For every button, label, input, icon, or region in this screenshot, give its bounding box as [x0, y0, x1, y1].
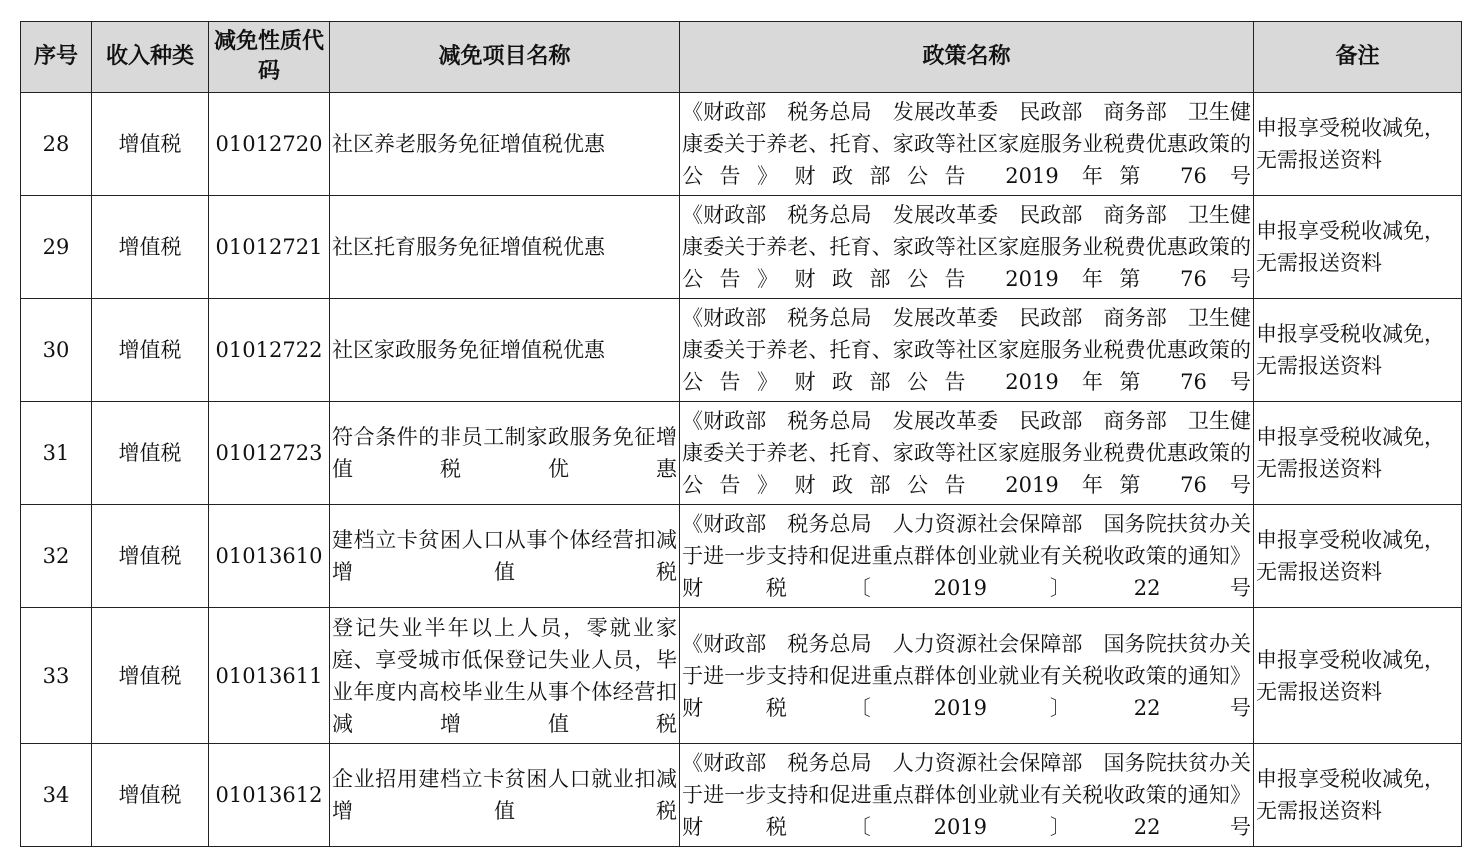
header-index: 序号	[21, 22, 92, 93]
row-exemption-code: 01013612	[209, 744, 330, 847]
row-remark: 申报享受税收减免，无需报送资料	[1254, 299, 1462, 402]
table-row	[21, 402, 1462, 505]
header-exemption-code: 减免性质代码	[209, 22, 330, 93]
table-row	[21, 299, 1462, 402]
row-policy-name: 《财政部 税务总局 人力资源社会保障部 国务院扶贫办关于进一步支持和促进重点群体创业就业有关税收政策的通知》财税〔2019〕22 号	[680, 608, 1254, 744]
header-remark: 备注	[1254, 22, 1462, 93]
row-revenue-type: 增值税	[92, 299, 209, 402]
row-remark: 申报享受税收减免，无需报送资料	[1254, 505, 1462, 608]
header-policy-name: 政策名称	[680, 22, 1254, 93]
row-item-name: 建档立卡贫困人口从事个体经营扣减增值税	[330, 505, 680, 608]
row-item-name: 社区托育服务免征增值税优惠	[330, 196, 680, 299]
table-row	[21, 505, 1462, 608]
row-policy-name: 《财政部 税务总局 人力资源社会保障部 国务院扶贫办关于进一步支持和促进重点群体创业就业有关税收政策的通知》财税〔2019〕22 号	[680, 505, 1254, 608]
row-item-name: 符合条件的非员工制家政服务免征增值税优惠	[330, 402, 680, 505]
row-exemption-code: 01012721	[209, 196, 330, 299]
table-row	[21, 196, 1462, 299]
row-revenue-type: 增值税	[92, 402, 209, 505]
row-exemption-code: 01012722	[209, 299, 330, 402]
row-policy-name: 《财政部 税务总局 发展改革委 民政部 商务部 卫生健康委关于养老、托育、家政等社区家庭服务业税费优惠政策的公告》财政部公告 2019 年第 76 号	[680, 402, 1254, 505]
row-index: 30	[21, 299, 92, 402]
table-row	[21, 608, 1462, 744]
table-header-row	[21, 22, 1462, 93]
table-row	[21, 93, 1462, 196]
row-revenue-type: 增值税	[92, 608, 209, 744]
row-remark: 申报享受税收减免，无需报送资料	[1254, 744, 1462, 847]
document-page	[20, 21, 1462, 847]
row-revenue-type: 增值税	[92, 505, 209, 608]
row-index: 32	[21, 505, 92, 608]
row-policy-name: 《财政部 税务总局 人力资源社会保障部 国务院扶贫办关于进一步支持和促进重点群体创业就业有关税收政策的通知》财税〔2019〕22 号	[680, 744, 1254, 847]
row-policy-name: 《财政部 税务总局 发展改革委 民政部 商务部 卫生健康委关于养老、托育、家政等社区家庭服务业税费优惠政策的公告》财政部公告 2019 年第 76 号	[680, 196, 1254, 299]
table-row	[21, 744, 1462, 847]
row-remark: 申报享受税收减免，无需报送资料	[1254, 196, 1462, 299]
row-index: 33	[21, 608, 92, 744]
tax-exemption-table	[20, 21, 1462, 847]
row-policy-name: 《财政部 税务总局 发展改革委 民政部 商务部 卫生健康委关于养老、托育、家政等社区家庭服务业税费优惠政策的公告》财政部公告 2019 年第 76 号	[680, 93, 1254, 196]
row-remark: 申报享受税收减免，无需报送资料	[1254, 402, 1462, 505]
row-index: 31	[21, 402, 92, 505]
row-item-name: 登记失业半年以上人员，零就业家庭、享受城市低保登记失业人员，毕业年度内高校毕业生从事个体经营扣减增值税	[330, 608, 680, 744]
row-index: 28	[21, 93, 92, 196]
row-exemption-code: 01013611	[209, 608, 330, 744]
row-revenue-type: 增值税	[92, 93, 209, 196]
row-policy-name: 《财政部 税务总局 发展改革委 民政部 商务部 卫生健康委关于养老、托育、家政等社区家庭服务业税费优惠政策的公告》财政部公告 2019 年第 76 号	[680, 299, 1254, 402]
row-index: 29	[21, 196, 92, 299]
row-remark: 申报享受税收减免，无需报送资料	[1254, 93, 1462, 196]
header-revenue-type: 收入种类	[92, 22, 209, 93]
row-exemption-code: 01012723	[209, 402, 330, 505]
header-item-name: 减免项目名称	[330, 22, 680, 93]
row-exemption-code: 01012720	[209, 93, 330, 196]
row-index: 34	[21, 744, 92, 847]
row-item-name: 企业招用建档立卡贫困人口就业扣减增值税	[330, 744, 680, 847]
row-item-name: 社区养老服务免征增值税优惠	[330, 93, 680, 196]
row-remark: 申报享受税收减免，无需报送资料	[1254, 608, 1462, 744]
row-revenue-type: 增值税	[92, 196, 209, 299]
row-revenue-type: 增值税	[92, 744, 209, 847]
row-exemption-code: 01013610	[209, 505, 330, 608]
row-item-name: 社区家政服务免征增值税优惠	[330, 299, 680, 402]
